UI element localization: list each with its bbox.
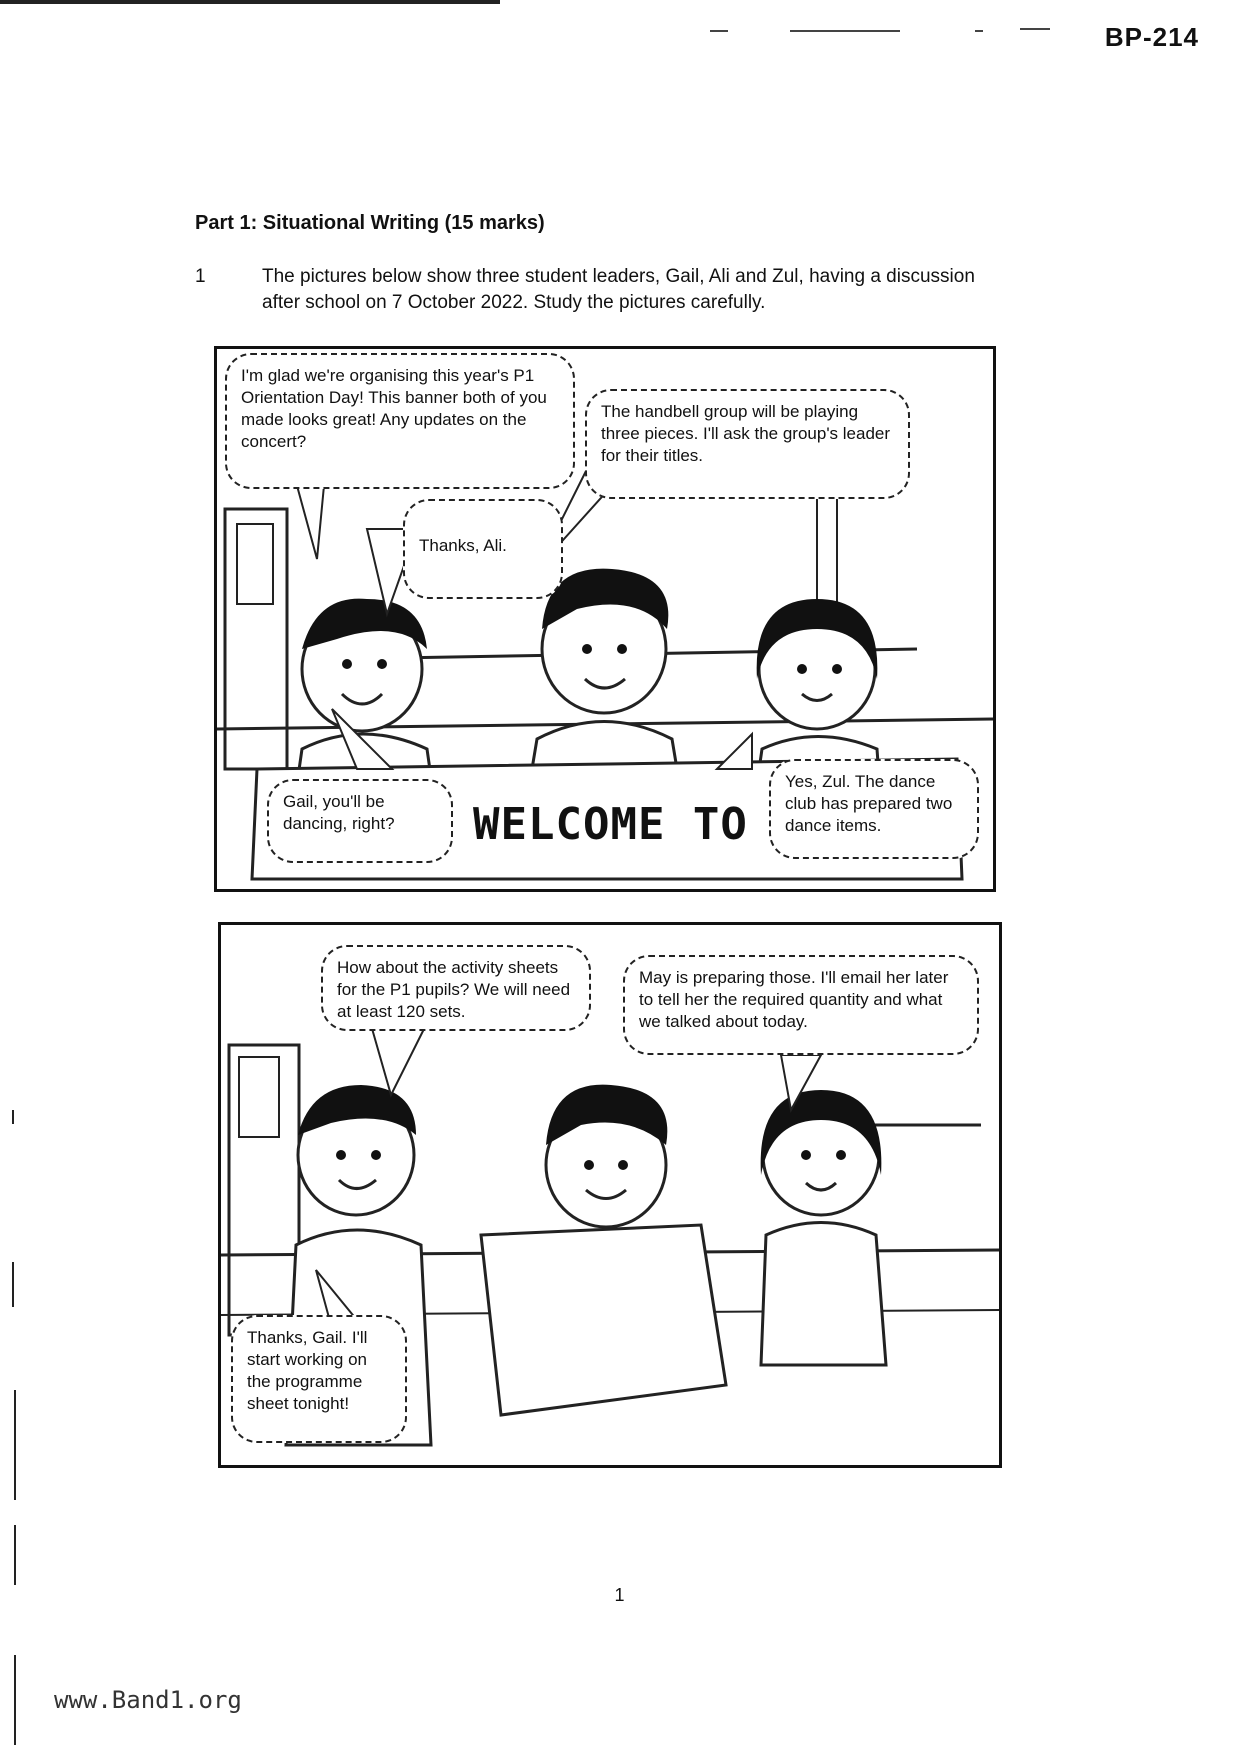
speech-bubble-ali: How about the activity sheets for the P1 pupils? We will need at least 120 sets. — [321, 945, 591, 1031]
section-heading: Part 1: Situational Writing (15 marks) — [195, 212, 545, 234]
scan-dash — [710, 30, 728, 32]
footer-site-url: www.Band1.org — [54, 1686, 242, 1714]
question-number: 1 — [195, 266, 206, 287]
scan-mark — [12, 1262, 14, 1307]
top-rule — [0, 0, 500, 4]
speech-bubble-gail: May is preparing those. I'll email her later to tell her the required quantity and what we talked about today. — [623, 955, 979, 1055]
speech-bubble-ali: I'm glad we're organising this year's P1 Orientation Day! This banner both of you made looks great! Any updates on the concert? — [225, 353, 575, 489]
scan-dash — [790, 30, 900, 32]
comic-panel-1 — [214, 346, 996, 892]
speech-bubble-zul: The handbell group will be playing three pieces. I'll ask the group's leader for their titles. — [585, 389, 910, 499]
scan-dash — [975, 30, 983, 32]
document-code: BP-214 — [1104, 22, 1199, 52]
speech-bubble-thanks: Thanks, Ali. — [403, 499, 563, 599]
page-number: 1 — [614, 1585, 625, 1605]
scan-mark — [12, 1110, 14, 1124]
speech-bubble-gail: Yes, Zul. The dance club has prepared two dance items. — [769, 759, 979, 859]
question-text: The pictures below show three student leaders, Gail, Ali and Zul, having a discussion after school on 7 October 2022. Study the pictures carefully. — [262, 266, 975, 313]
welcome-banner-text: WELCOME TO — [473, 799, 748, 850]
speech-bubble-ali-thanks: Thanks, Gail. I'll start working on the programme sheet tonight! — [231, 1315, 407, 1443]
speech-bubble-ali-question: Gail, you'll be dancing, right? — [267, 779, 453, 863]
scan-dash — [1020, 28, 1050, 30]
scan-mark — [14, 1655, 16, 1745]
comic-panel-2 — [218, 922, 1002, 1468]
scan-mark — [14, 1390, 16, 1500]
scan-mark — [14, 1525, 16, 1585]
